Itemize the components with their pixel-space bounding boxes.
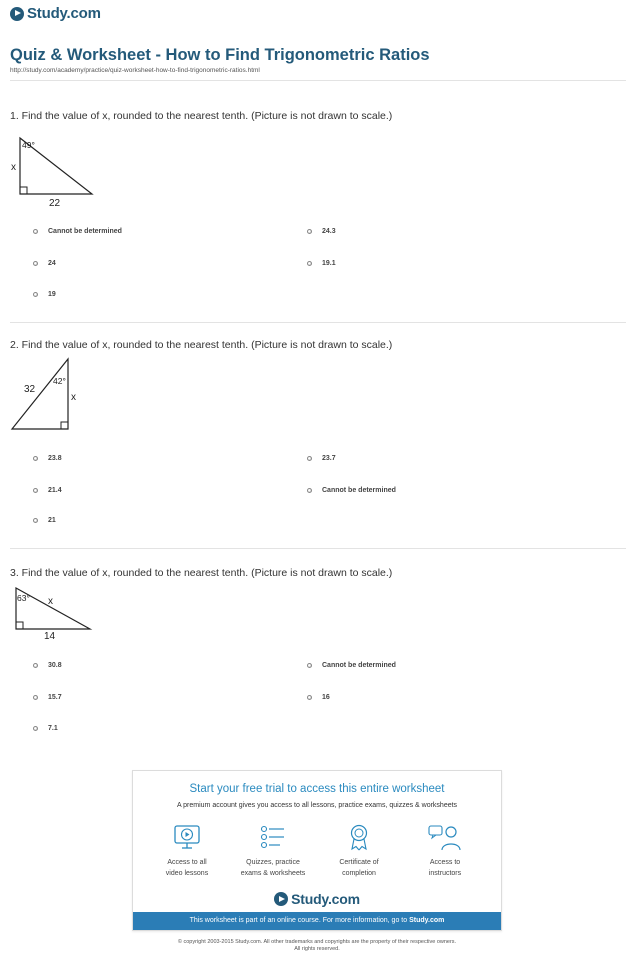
page-title: Quiz & Worksheet - How to Find Trigonometric Ratios: [10, 46, 430, 64]
option-label: 23.8: [48, 455, 62, 462]
q2-hyp-label: 32: [24, 384, 36, 395]
q3-option-5[interactable]: [33, 725, 58, 732]
feature-label-line2: exams & worksheets: [240, 870, 306, 877]
option-label: Cannot be determined: [48, 228, 122, 235]
option-label: Cannot be determined: [322, 487, 396, 494]
instructor-icon: [428, 823, 462, 851]
feature-label-line2: video lessons: [165, 870, 209, 877]
option-label: 19.1: [322, 260, 336, 267]
promo-footer-bar: [133, 912, 501, 930]
radio-button-icon[interactable]: [33, 229, 38, 234]
divider: [10, 80, 626, 81]
q1-option-5[interactable]: [33, 291, 56, 298]
question-1-text: 1. Find the value of x, rounded to the nearest tenth. (Picture is not drawn to scale.): [10, 110, 393, 122]
radio-button-icon[interactable]: [33, 261, 38, 266]
radio-button-icon[interactable]: [307, 229, 312, 234]
q2-option-3[interactable]: [33, 487, 62, 494]
q1-angle-label: 49°: [22, 140, 35, 150]
premium-promo-box: [132, 770, 502, 931]
play-circle-icon: [274, 892, 288, 906]
q1-base-label: 22: [49, 198, 61, 209]
question-2-triangle: [10, 354, 100, 434]
question-2-text: 2. Find the value of x, rounded to the nearest tenth. (Picture is not drawn to scale.): [10, 339, 393, 351]
copyright-line2: All rights reserved.: [294, 946, 340, 952]
radio-button-icon[interactable]: [33, 292, 38, 297]
option-label: 19: [48, 291, 56, 298]
promo-subhead: A premium account gives you access to all lessons, practice exams, quizzes & worksheets: [176, 802, 458, 809]
q1-option-4[interactable]: [307, 260, 336, 267]
option-label: 16: [322, 694, 330, 701]
radio-button-icon[interactable]: [33, 726, 38, 731]
q2-option-2[interactable]: [307, 455, 336, 462]
q2-angle-label: 42°: [53, 376, 66, 386]
promo-logo-text: Study.com: [291, 891, 360, 907]
radio-button-icon[interactable]: [307, 456, 312, 461]
feature-video-lessons: [141, 823, 233, 879]
promo-study-logo[interactable]: [133, 891, 501, 907]
q2-option-4[interactable]: [307, 487, 396, 494]
q1-side-label: x: [11, 162, 16, 173]
promo-headline[interactable]: Start your free trial to access this entire worksheet: [189, 783, 445, 795]
option-label: 21: [48, 517, 56, 524]
play-circle-icon: [10, 7, 24, 21]
option-label: 7.1: [48, 725, 58, 732]
feature-label-line1: Certificate of: [339, 859, 379, 866]
option-label: 21.4: [48, 487, 62, 494]
radio-button-icon[interactable]: [307, 488, 312, 493]
q3-hyp-label: x: [48, 596, 53, 607]
divider: [10, 548, 626, 549]
q3-base-label: 14: [44, 631, 56, 642]
radio-button-icon[interactable]: [307, 663, 312, 668]
q3-option-3[interactable]: [33, 694, 62, 701]
copyright-notice: [0, 939, 634, 953]
radio-button-icon[interactable]: [307, 261, 312, 266]
feature-instructors: [399, 823, 491, 879]
q2-option-5[interactable]: [33, 517, 56, 524]
radio-button-icon[interactable]: [33, 695, 38, 700]
q3-angle-label: 63°: [17, 593, 30, 603]
feature-label-line2: instructors: [428, 870, 462, 877]
radio-button-icon[interactable]: [307, 695, 312, 700]
q2-side-label: x: [71, 392, 76, 403]
option-label: 30.8: [48, 662, 62, 669]
feature-label-line1: Access to all: [167, 859, 207, 866]
study-logo[interactable]: [10, 5, 101, 22]
option-label: 24: [48, 260, 56, 267]
feature-label-line2: completion: [342, 870, 376, 877]
q3-option-4[interactable]: [307, 694, 330, 701]
certificate-icon: [344, 823, 374, 851]
logo-text: Study.com: [27, 5, 101, 22]
q3-option-1[interactable]: [33, 662, 62, 669]
q1-option-1[interactable]: [33, 228, 122, 235]
promo-footer-link[interactable]: Study.com: [409, 917, 445, 924]
q3-option-2[interactable]: [307, 662, 396, 669]
option-label: 15.7: [48, 694, 62, 701]
radio-button-icon[interactable]: [33, 488, 38, 493]
promo-footer-text: This worksheet is part of an online course. For more information, go to: [189, 917, 410, 924]
copyright-line1: © copyright 2003-2015 Study.com. All other trademarks and copyrights are the property of their respective owners.: [177, 939, 457, 945]
question-1-triangle: [10, 124, 100, 209]
feature-certificate: [313, 823, 405, 879]
feature-label-line1: Quizzes, practice: [246, 859, 300, 866]
question-3-triangle: [10, 584, 100, 642]
option-label: 23.7: [322, 455, 336, 462]
video-lesson-icon: [172, 823, 202, 851]
q1-option-2[interactable]: [307, 228, 336, 235]
option-label: 24.3: [322, 228, 336, 235]
feature-quizzes: [227, 823, 319, 879]
radio-button-icon[interactable]: [33, 663, 38, 668]
divider: [10, 322, 626, 323]
q1-option-3[interactable]: [33, 260, 56, 267]
radio-button-icon[interactable]: [33, 518, 38, 523]
feature-label-line1: Access to: [429, 859, 461, 866]
option-label: Cannot be determined: [322, 662, 396, 669]
q2-option-1[interactable]: [33, 455, 62, 462]
question-3-text: 3. Find the value of x, rounded to the nearest tenth. (Picture is not drawn to scale.): [10, 567, 393, 579]
quiz-list-icon: [258, 823, 288, 851]
radio-button-icon[interactable]: [33, 456, 38, 461]
page-url: http://study.com/academy/practice/quiz-worksheet-how-to-find-trigonometric-ratios.html: [10, 67, 260, 74]
